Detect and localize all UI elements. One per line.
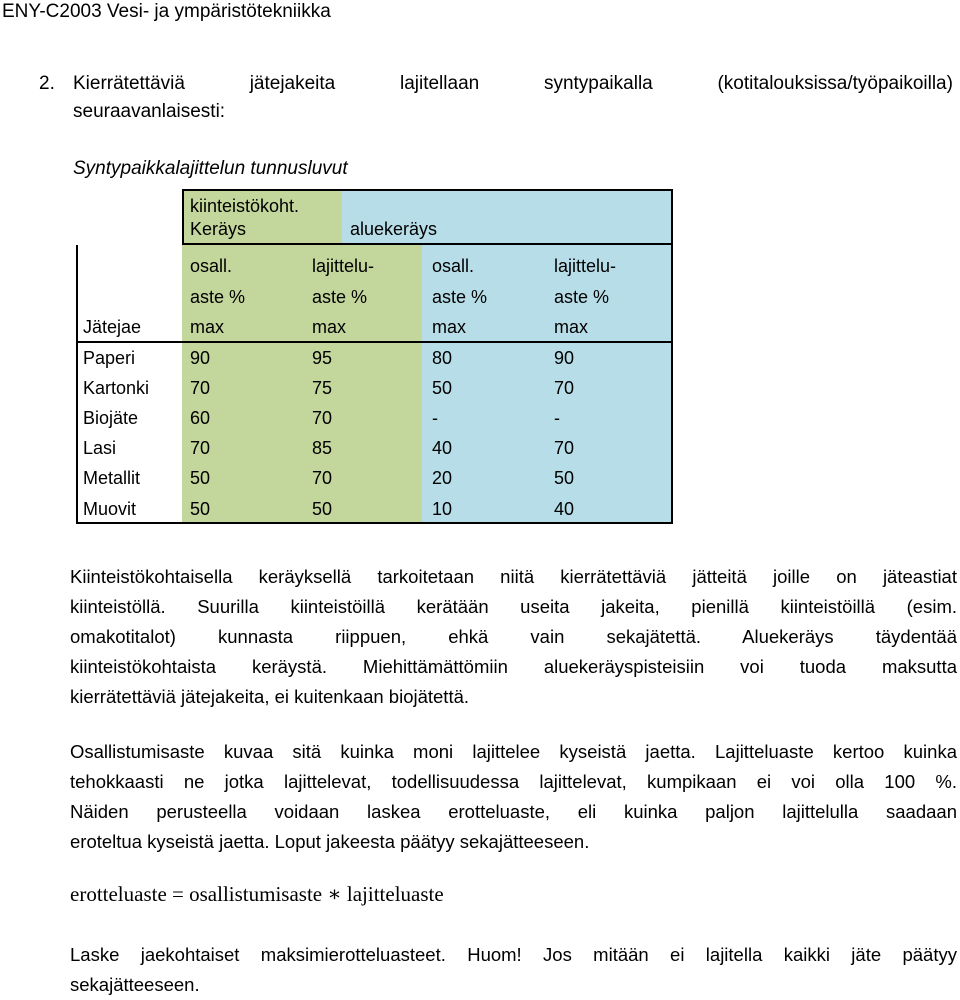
paragraph-line: Näiden perusteella voidaan laskea erotteluaste, eli kuinka paljon lajittelulla saadaan (70, 801, 957, 822)
paragraph-line: omakotitalot) kunnasta riippuen, ehkä vain sekajätettä. Aluekeräys täydentää (70, 626, 957, 647)
question-word: jätejakeita (249, 73, 336, 94)
table-cell: 70 (554, 378, 575, 398)
table-cell: 60 (190, 408, 211, 428)
group-alue: aluekeräys (350, 219, 438, 239)
table-border-left (76, 245, 78, 524)
paragraph-rates (70, 737, 957, 857)
table-cell: 40 (432, 438, 453, 458)
paragraph-line: kiinteistökohtaista keräystä. Miehittämättömiin aluekeräyspisteisiin voi tuoda maksutta (70, 656, 957, 677)
col-osall-1: osall. (190, 256, 233, 276)
table-border-right (671, 189, 673, 524)
paragraph-line: tehokkaasti ne jotka lajittelevat, todellisuudessa lajittelevat, kumpikaan ei voi olla 100 %. (70, 771, 957, 792)
table-header-divider (76, 341, 673, 343)
paragraph-line: Osallistumisaste kuvaa sitä kuinka moni lajittelee kyseistä jaetta. Lajitteluaste kertoo kuinka (70, 741, 957, 762)
paragraph-line: eroteltua kyseistä jaetta. Loput jakeesta päätyy sekajätteeseen. (70, 831, 590, 852)
paragraph-line: Kiinteistökohtaisella keräyksellä tarkoitetaan niitä kierrätettäviä jätteitä joille on jäteastiat (70, 566, 957, 587)
col-lajittelu-2: lajittelu- (554, 256, 617, 276)
col-aste-1: aste % (190, 287, 246, 307)
group-kiinteisto-line2: Keräys (190, 219, 247, 239)
question-word: (kotitalouksissa/työpaikoilla) (717, 73, 953, 94)
row-name: Paperi (83, 348, 136, 368)
group-kiinteisto-line1: kiinteistökoht. (190, 196, 300, 216)
table-cell: 90 (190, 348, 211, 368)
paragraph-line: kierrätettäviä jätejakeita, ei kuitenkaan biojätettä. (70, 686, 470, 707)
table-border-bottom (76, 522, 673, 524)
table-group-divider (182, 243, 673, 245)
col-max-3: max (432, 317, 467, 337)
table-cell: 40 (554, 499, 575, 519)
paragraph-line: sekajätteeseen. (70, 974, 200, 995)
paragraph-line: kiinteistöllä. Suurilla kiinteistöillä kerätään useita jakeita, pienillä kiinteistöillä (esim. (70, 596, 957, 617)
table-cell: 70 (312, 408, 333, 428)
table-cell: 80 (432, 348, 453, 368)
table-cell: 20 (432, 468, 453, 488)
paragraph-line: Laske jaekohtaiset maksimierotteluasteet. Huom! Jos mitään ei lajitella kaikki jäte päätyy (70, 944, 957, 965)
table-cell: 70 (190, 438, 211, 458)
formula: erotteluaste = osallistumisaste ∗ lajitteluaste (70, 882, 444, 906)
col-osall-2: osall. (432, 256, 475, 276)
course-header: ENY-C2003 Vesi- ja ympäristötekniikka (2, 1, 331, 22)
table-cell: - (554, 408, 560, 428)
col-aste-4: aste % (554, 287, 610, 307)
table-cell: 75 (312, 378, 333, 398)
table-cell: 50 (432, 378, 453, 398)
col-aste-2: aste % (312, 287, 368, 307)
row-name: Metallit (83, 468, 141, 488)
col-aste-3: aste % (432, 287, 488, 307)
table-cell: 90 (554, 348, 575, 368)
col-max-2: max (312, 317, 347, 337)
row-name: Biojäte (83, 408, 139, 428)
table-cell: 85 (312, 438, 333, 458)
row-name: Kartonki (83, 378, 150, 398)
table-cell: 95 (312, 348, 333, 368)
table-cell: 10 (432, 499, 453, 519)
table-cell: 70 (190, 378, 211, 398)
table-cell: 50 (312, 499, 333, 519)
question-line-1 (73, 73, 953, 95)
table-border-left-top (182, 189, 184, 245)
table-border-top (182, 189, 673, 191)
question-word: Kierrätettäviä (73, 73, 185, 94)
table-cell: 50 (190, 499, 211, 519)
paragraph-task (70, 940, 957, 1000)
col-max-1: max (190, 317, 225, 337)
question-word: syntypaikalla (543, 73, 653, 94)
table-subtitle: Syntypaikkalajittelun tunnusluvut (73, 158, 348, 179)
question-line-2: seuraavanlaisesti: (73, 101, 226, 122)
col-max-4: max (554, 317, 589, 337)
table-cell: 70 (554, 438, 575, 458)
table-cell: 50 (554, 468, 575, 488)
row-header: Jätejae (83, 317, 142, 337)
question-word: lajitellaan (399, 73, 480, 94)
paragraph-collection (70, 562, 957, 712)
table-cell: 70 (312, 468, 333, 488)
col-lajittelu-1: lajittelu- (312, 256, 375, 276)
row-name: Muovit (83, 499, 137, 519)
table-cell: 50 (190, 468, 211, 488)
table-cell: - (432, 408, 438, 428)
row-name: Lasi (83, 438, 117, 458)
question-number: 2. (39, 73, 55, 94)
